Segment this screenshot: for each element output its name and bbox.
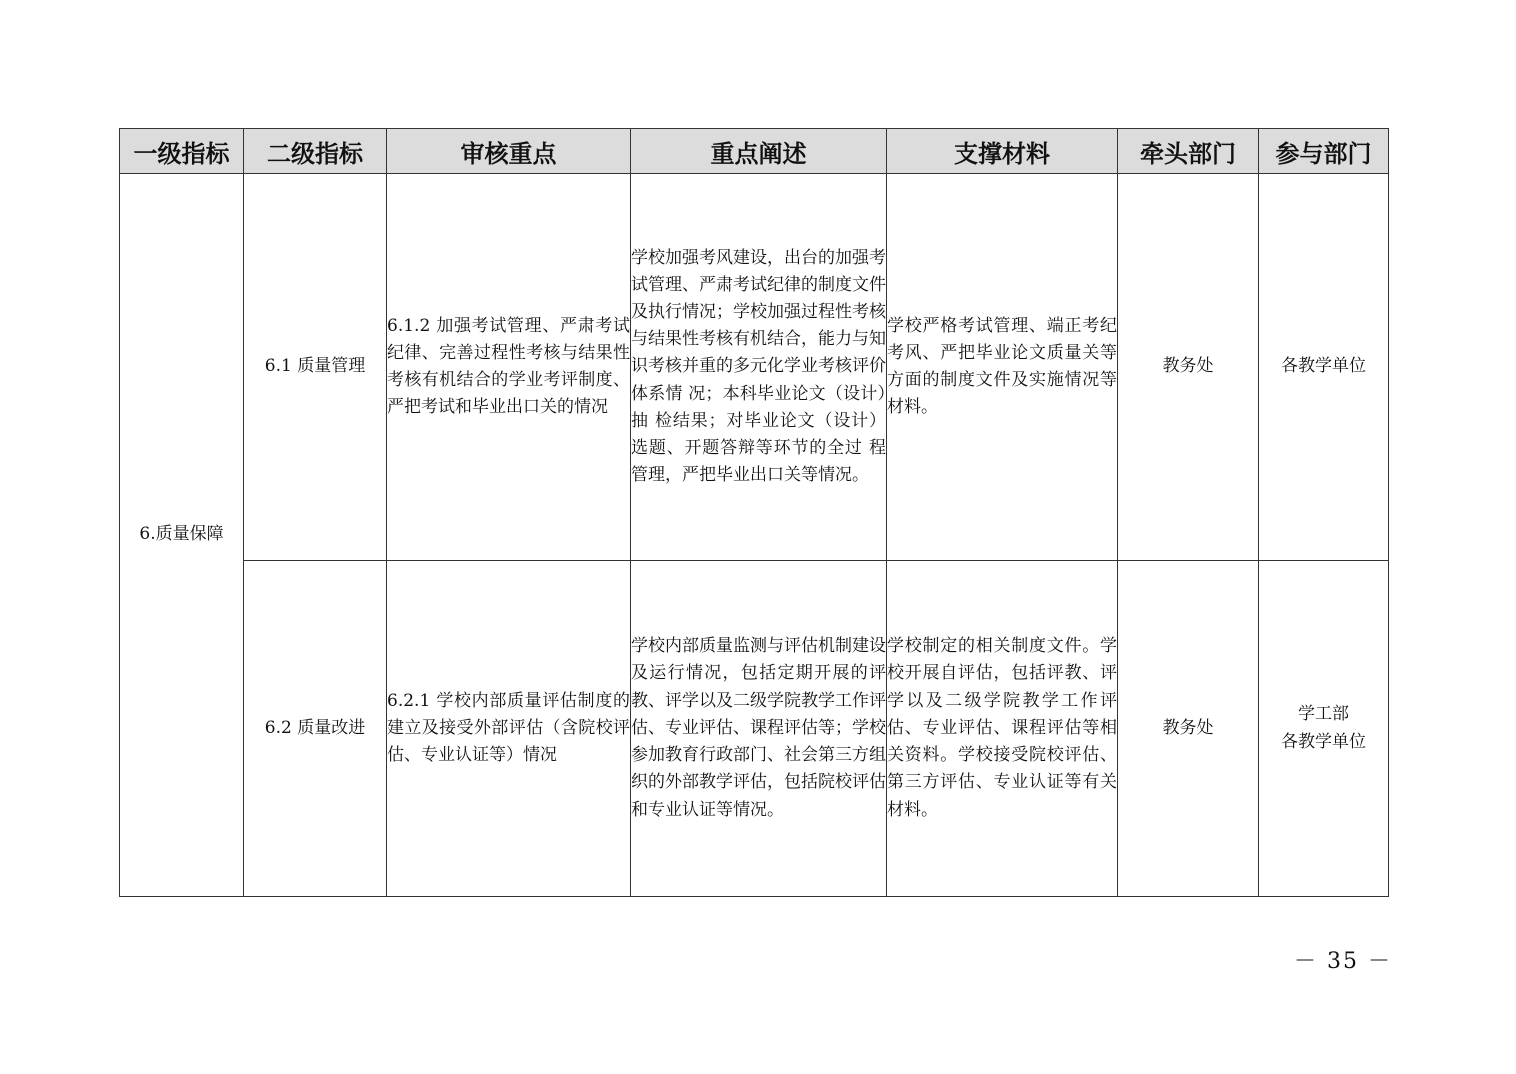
level1-indicator-cell: 6.质量保障	[120, 174, 244, 897]
participating-departments-cell	[1259, 174, 1389, 561]
header-participating-departments: 参与部门	[1259, 129, 1389, 174]
header-lead-department: 牵头部门	[1118, 129, 1259, 174]
participating-department: 各教学单位	[1281, 731, 1366, 752]
lead-department-cell: 教务处	[1118, 561, 1259, 897]
audit-focus-cell: 6.1.2 加强考试管理、严肃考试纪律、完善过程性考核与结果性考核有机结合的学业考评制度、严把考试和毕业出口关的情况	[387, 174, 631, 561]
level2-indicator-cell: 6.2 质量改进	[244, 561, 387, 897]
level2-indicator-cell: 6.1 质量管理	[244, 174, 387, 561]
page-number: － 35 －	[1294, 949, 1392, 974]
supporting-materials-cell: 学校严格考试管理、端正考纪考风、严把毕业论文质量关等方面的制度文件及实施情况等材料。	[887, 174, 1118, 561]
header-audit-focus: 审核重点	[387, 129, 631, 174]
header-focus-explanation: 重点阐述	[631, 129, 887, 174]
participating-department: 各教学单位	[1281, 356, 1366, 377]
focus-explanation-cell: 学校内部质量监测与评估机制建设及运行情况，包括定期开展的评教、评学以及二级学院教学工作评估、专业评估、课程评估等；学校参加教育行政部门、社会第三方组织的外部教学评估，包括院校评估和专业认证等情况。	[631, 561, 887, 897]
table-header-row	[120, 129, 1389, 174]
lead-department-cell: 教务处	[1118, 174, 1259, 561]
header-supporting-materials: 支撑材料	[887, 129, 1118, 174]
header-level2-indicator: 二级指标	[244, 129, 387, 174]
table-row	[120, 561, 1389, 897]
participating-departments-cell	[1259, 561, 1389, 897]
header-level1-indicator: 一级指标	[120, 129, 244, 174]
audit-focus-cell: 6.2.1 学校内部质量评估制度的建立及接受外部评估（含院校评估、专业认证等）情况	[387, 561, 631, 897]
participating-department: 学工部	[1298, 704, 1349, 725]
focus-explanation-cell: 学校加强考风建设，出台的加强考试管理、严肃考试纪律的制度文件及执行情况；学校加强过程性考核与结果性考核有机结合，能力与知识考核并重的多元化学业考核评价体系情 况；本科毕业论文（设计）抽 检结果；对毕业论文（设计）选题、开题答辩等环节的全过 程管理，严把毕业出口关等情况。	[631, 174, 887, 561]
audit-criteria-table	[119, 128, 1389, 897]
supporting-materials-cell: 学校制定的相关制度文件。学校开展自评估，包括评教、评学以及二级学院教学工作评估、专业评估、课程评估等相关资料。学校接受院校评估、第三方评估、专业认证等有关材料。	[887, 561, 1118, 897]
table-row	[120, 174, 1389, 561]
